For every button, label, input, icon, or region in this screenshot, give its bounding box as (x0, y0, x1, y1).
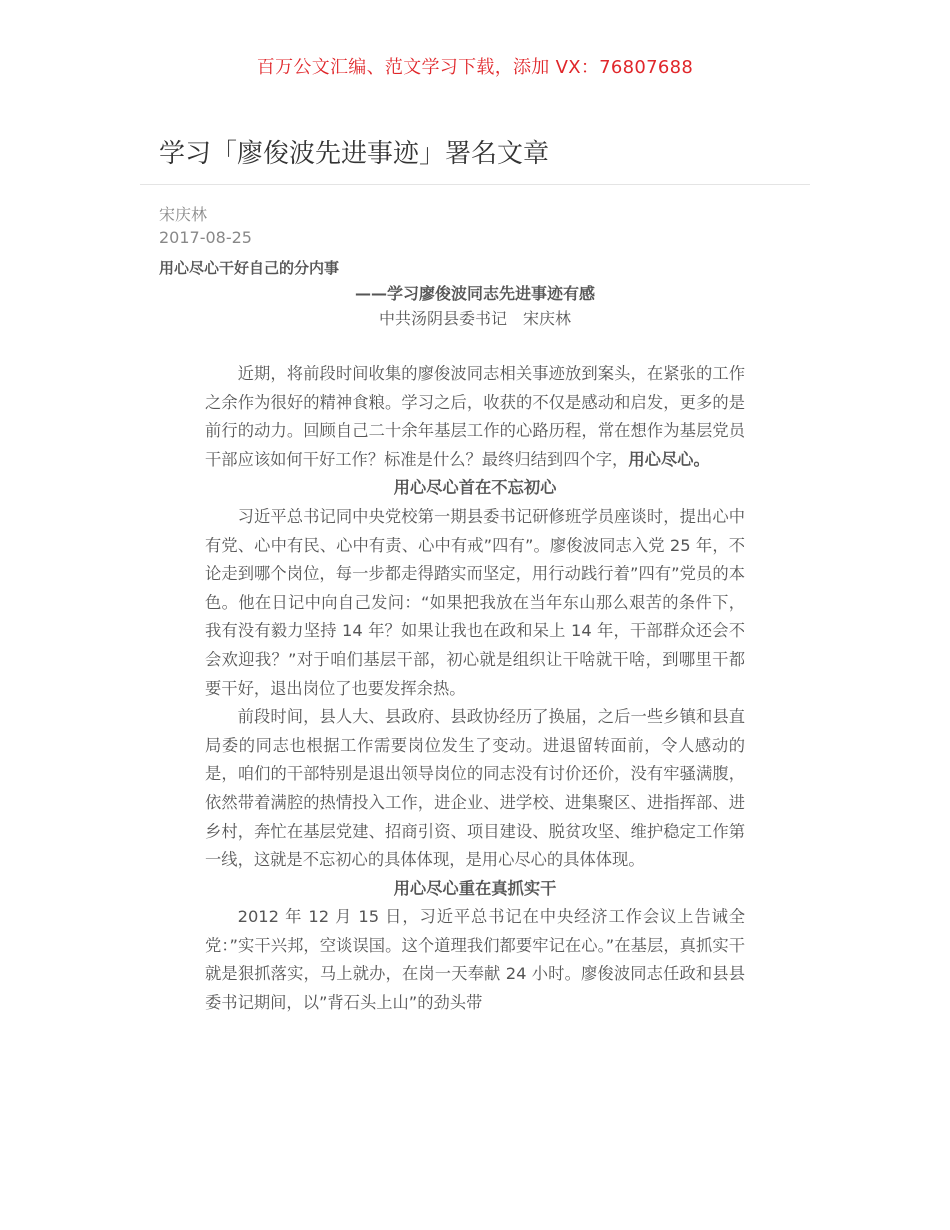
promo-banner: 百万公文汇编、范文学习下载，添加 VX：76807688 (256, 57, 694, 78)
body-paragraph: 前段时间，县人大、县政府、县政协经历了换届，之后一些乡镇和县直局委的同志也根据工作需要岗位发生了变动。进退留转面前，令人感动的是，咱们的干部特别是退出领导岗位的同志没有讨价还价，没有牢骚满腹，依然带着满腔的热情投入工作，进企业、进学校、进集聚区、进指挥部、进乡村，奔忙在基层党建、招商引资、项目建设、脱贫攻坚、维护稳定工作第一线，这就是不忘初心的具体体现，是用心尽心的具体体现。 (205, 707, 745, 870)
essay-subtitle: 用心尽心干好自己的分内事 (159, 259, 340, 277)
body-paragraph: 习近平总书记同中央党校第一期县委书记研修班学员座谈时，提出心中有党、心中有民、心中有责、心中有戒”四有”。廖俊波同志入党 25 年，不论走到哪个岗位，每一步都走得踏实而坚定，用行动践行着”四有”党员的本色。他在日记中向自己发问：“如果把我放在当年东山那么艰苦的条件下，我有没有毅力坚持 14 年？如果让我也在政和呆上 14 年，干部群众还会不会欢迎我？”对于咱们基层干部，初心就是组织让干啥就干啥，到哪里干都要干好，退出岗位了也要发挥余热。 (205, 506, 745, 698)
article-date: 2017-08-25 (159, 228, 252, 247)
body-paragraph: 2012 年 12 月 15 日，习近平总书记在中央经济工作会议上告诫全党：”实干兴邦，空谈误国。这个道理我们都要牢记在心。”在基层，真抓实干就是狠抓落实，马上就办，在岗一天奉献 24 小时。廖俊波同志任政和县县委书记期间，以”背石头上山”的劲头带 (205, 907, 745, 1013)
intro-emphasis: 用心尽心。 (628, 449, 710, 469)
article-title: 学习「廖俊波先进事迹」署名文章 (159, 139, 550, 169)
intro-text: 近期，将前段时间收集的廖俊波同志相关事迹放到案头，在紧张的工作之余作为很好的精神食粮。学习之后，收获的不仅是感动和启发，更多的是前行的动力。回顾自己二十余年基层工作的心路历程，常在想作为基层党员干部应该如何干好工作？标准是什么？最终归结到四个字， (205, 364, 745, 469)
section-heading: 用心尽心重在真抓实干 (393, 878, 557, 898)
section-heading: 用心尽心首在不忘初心 (393, 478, 557, 498)
intro-paragraph (205, 360, 745, 474)
article-body (205, 360, 745, 1018)
article-author: 宋庆林 (159, 205, 208, 224)
essay-byline: 中共汤阴县委书记 宋庆林 (378, 309, 571, 328)
title-divider (140, 184, 810, 185)
essay-subheading: ——学习廖俊波同志先进事迹有感 (354, 284, 595, 303)
